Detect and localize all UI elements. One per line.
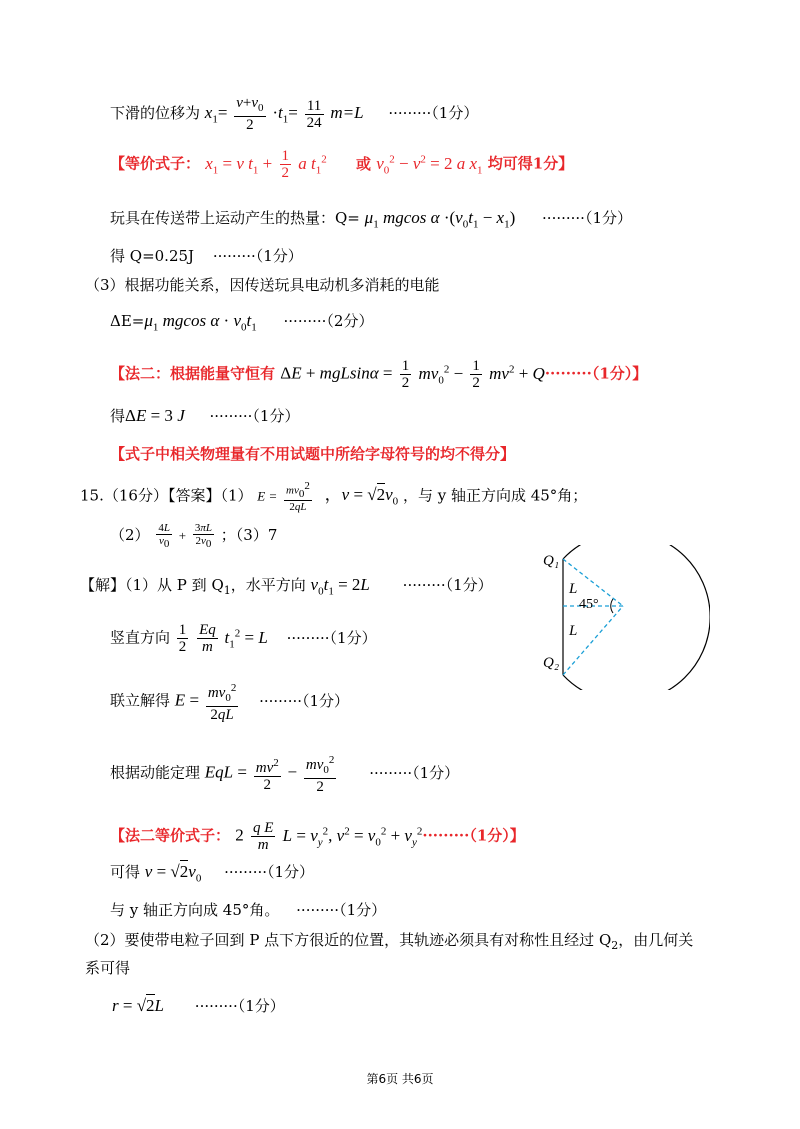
line-kinetic: 根据动能定理 EqL = $\frac{mv^2}{2}$ − $\frac{mv_0^2}{2}$ ·········（1分） bbox=[110, 754, 460, 795]
line-vertical: 竖直方向 $\frac{1}{2}$ $\frac{Eq}{m}$ $t_1^2 = L \cdot\cdot\cdot\cdot\cdot\cdot\cdot\cdot\cdot(1$分） bbox=[110, 622, 377, 655]
line-q15-answer: 15.（16分）【答案】（1） E = $\frac{mv_0^2}{2qL}$ ，$v = √2v_0$ ，与 y 轴正方向成 45°角； bbox=[80, 480, 588, 513]
line-displacement: 下滑的位移为 $x_1=$ $\frac{v+v_0}{2}$ $\cdot t_1=$ $\frac{11}{24}$ m=L ·········（1分） bbox=[110, 95, 479, 133]
label-l-bottom: L bbox=[569, 623, 578, 639]
line-energy: $\Delta E=\mu_1$ mgcos $\alpha \cdot v_0t_1 \cdot\cdot\cdot\cdot\cdot\cdot\cdot\cdot\cdot(2$分） bbox=[110, 311, 374, 334]
line-part2: （2）要使带电粒子回到 P 点下方很近的位置，其轨迹必须具有对称性且经过 $Q_2$，由几何关 bbox=[85, 931, 694, 952]
line-heat: 玩具在传送带上运动产生的热量：$Q= \mu_1$ mgcos $\alpha \cdot(v_0t_1 - x_1) \cdot\cdot\cdot\cdot\cdot\cdot\cdot\cdot\cdot(1$分） bbox=[110, 208, 632, 231]
line-radius: r = √2L ·········（1分） bbox=[112, 996, 285, 1015]
line-part2-cont: 系可得 bbox=[85, 959, 131, 977]
label-angle: 45° bbox=[579, 597, 599, 612]
line-solution-1: 【解】（1）从 P 到 $Q_1$，水平方向 $v_0t_1 = 2L \cdot\cdot\cdot\cdot\cdot\cdot\cdot\cdot\cdot(1$分） bbox=[80, 575, 493, 598]
label-q1: Q₁ bbox=[543, 553, 560, 569]
fraction: $\frac{v+v_0}{2}$ bbox=[236, 95, 264, 133]
dashed-line-bottom bbox=[563, 606, 623, 675]
page-footer: 第6页 共6页 bbox=[366, 1072, 434, 1086]
line-energy-result: 得ΔE = 3 J ·········（1分） bbox=[110, 406, 300, 425]
line-heat-result: 得 Q=0.25J ·········（1分） bbox=[110, 247, 303, 265]
line-method2: 【法二：根据能量守恒有 ΔE + mgLsinα = $\frac{1}{2}$ $mv_0^2$ − $\frac{1}{2}$ $mv^2 + Q\cdot\cdot\cdot\cdot\cdot\cdot\cdot\cdot\cdot(1$分）】 bbox=[110, 358, 648, 391]
label-l-top: L bbox=[569, 581, 578, 597]
circle-diagram bbox=[535, 545, 710, 690]
line-note: 【式子中相关物理量有不用试题中所给字母符号的均不得分】 bbox=[110, 445, 516, 463]
line-equivalent-formula: 【等价式子： $x_1 = v$ $t_1$ + $\frac{1}{2}$ a $t_1^2$ 或 $v_0^2 - v^2 = 2$ a $x_1$ 均可得1分】 bbox=[110, 148, 574, 181]
line-q15-answer-2: （2） $\frac{4L}{v_0}$ + $\frac{3\pi L}{2v_0}$ ；（3）7 bbox=[110, 522, 278, 551]
label-q2: Q₂ bbox=[543, 655, 560, 671]
line-part3: （3）根据功能关系，因传送玩具电动机多消耗的电能 bbox=[85, 276, 440, 294]
circle-arc bbox=[563, 545, 710, 690]
fraction: $\frac{11}{24}$ bbox=[306, 97, 322, 131]
line-velocity: 可得 $v = √2v_0 \cdot\cdot\cdot\cdot\cdot\cdot\cdot\cdot\cdot(1$分） bbox=[110, 862, 315, 885]
line-angle: 与 y 轴正方向成 45°角。 ·········（1分） bbox=[110, 901, 387, 919]
line-solve-e: 联立解得 E = $\frac{mv_0^2}{2qL}$ ·········（1分） bbox=[110, 682, 350, 723]
line-method2-equivalent: 【法二等价式子： 2 $\frac{\text{q E}}{m}$ $L = v_y^2$, $v^2 = v_0^2 + v_y^2\cdot\cdot\cdot\cdot\cdot\cdot\cdot\cdot\cdot(1$分）】 bbox=[110, 820, 525, 853]
